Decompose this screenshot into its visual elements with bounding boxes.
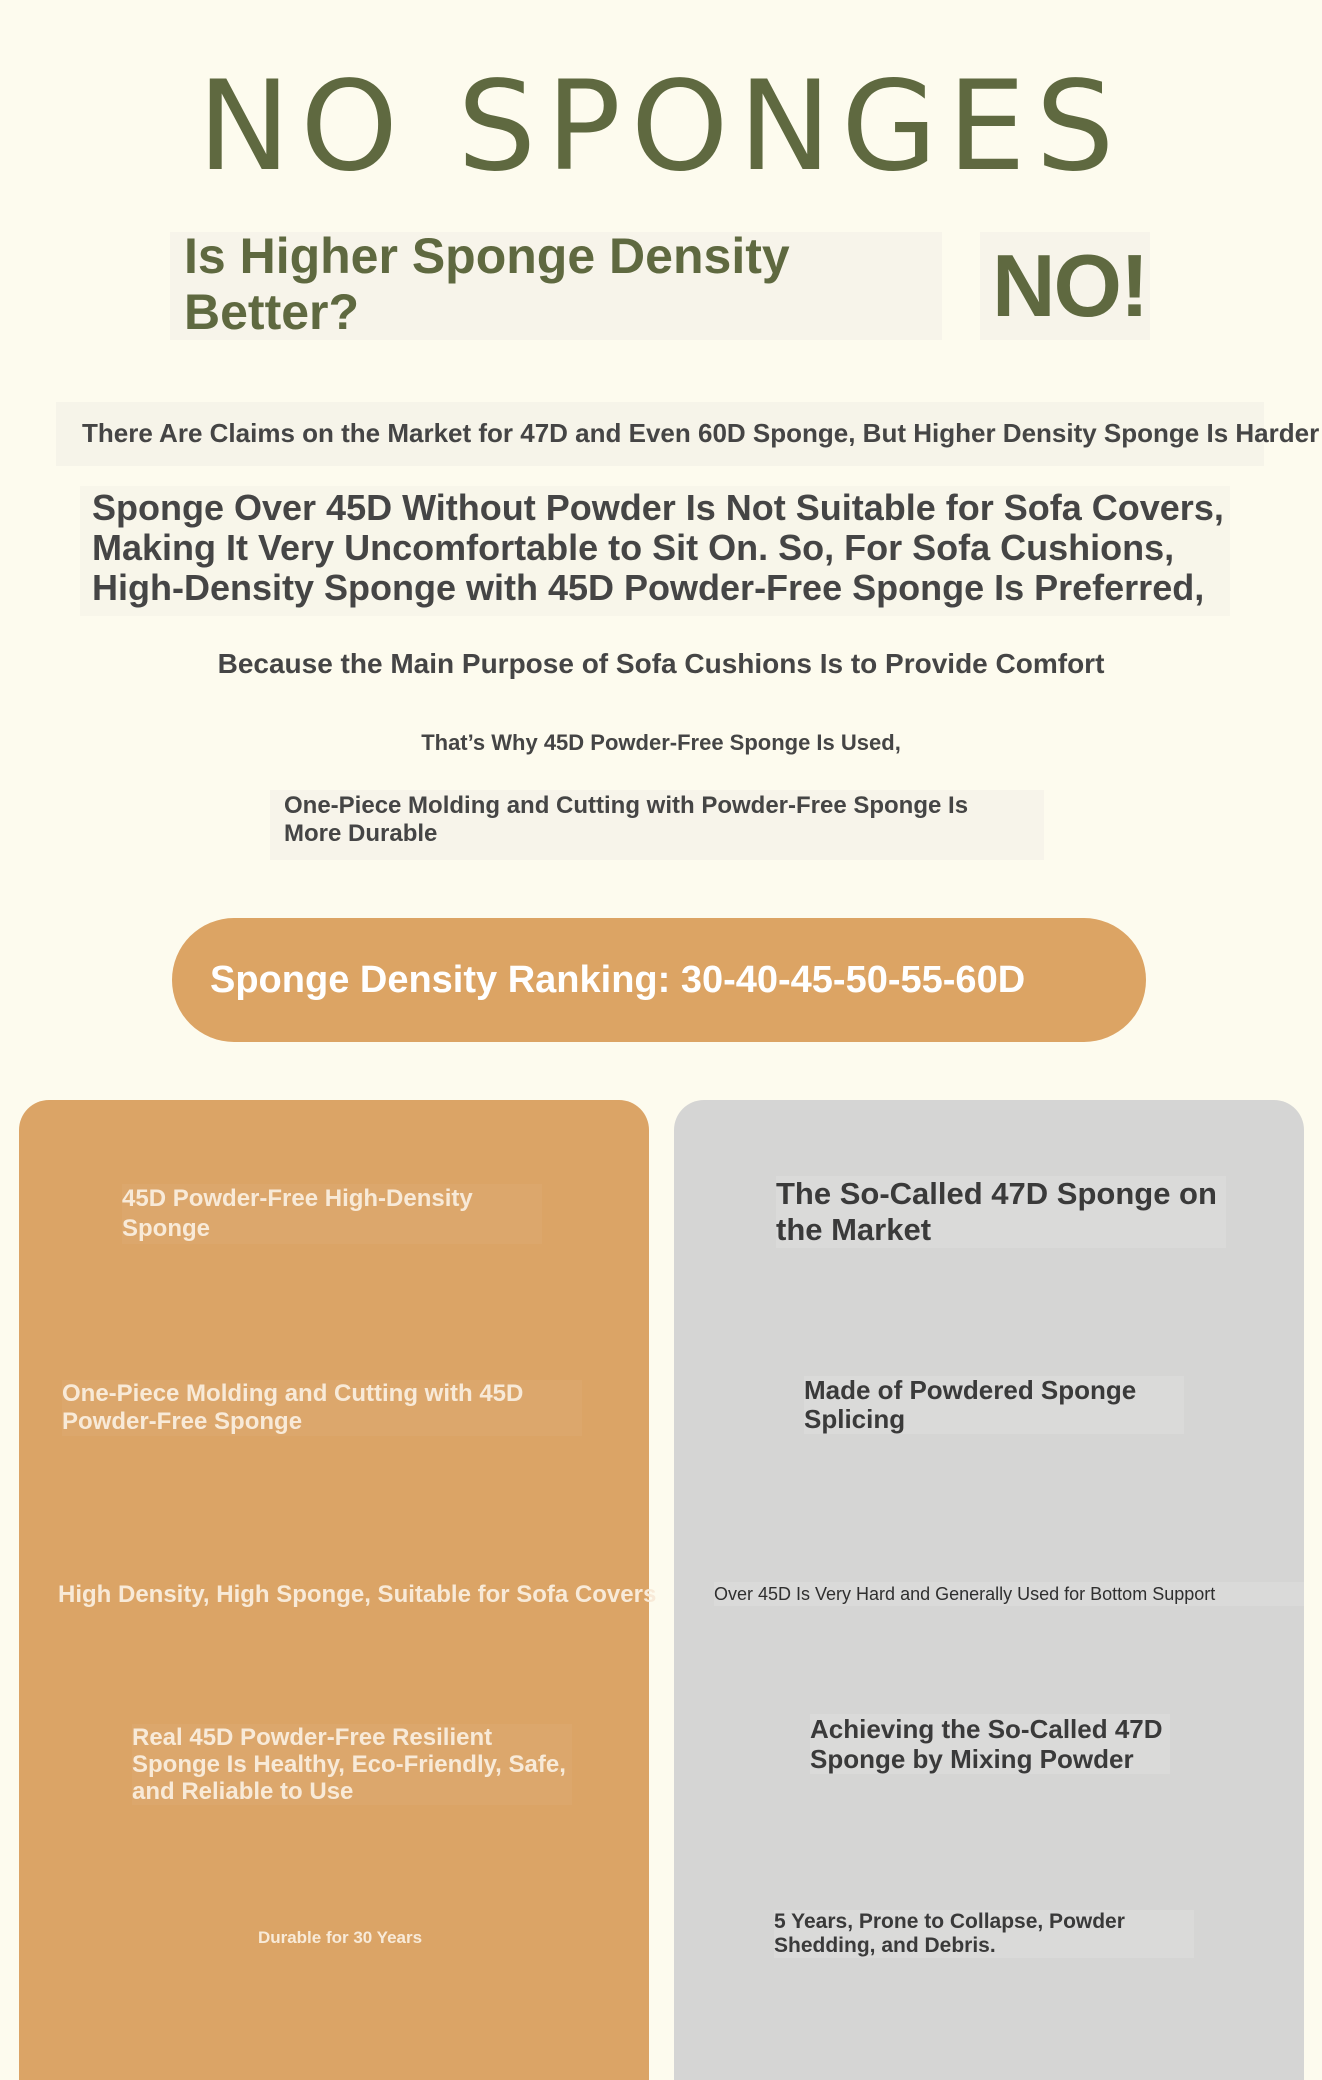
- left-point-durability: Durable for 30 Years: [257, 1928, 423, 1947]
- left-point-healthy: Real 45D Powder-Free Resilient Sponge Is Healthy, Eco-Friendly, Safe, and Reliable to Use: [132, 1724, 572, 1805]
- main-statement: Sponge Over 45D Without Powder Is Not Suitable for Sofa Covers, Making It Very Uncomfortable to Sit On. So, For Sofa Cushions, High-Density Sponge with 45D Powder-Free Sponge Is Preferred,: [92, 487, 1224, 608]
- right-point-lifespan: 5 Years, Prone to Collapse, Powder Shedding, and Debris.: [774, 1910, 1194, 1958]
- density-ranking-label: Sponge Density Ranking: 30-40-45-50-55-60D: [210, 959, 1026, 1001]
- left-panel-title: 45D Powder-Free High-Density Sponge: [122, 1184, 542, 1244]
- page-title: NO SPONGES: [197, 55, 1125, 199]
- left-point-molding: One-Piece Molding and Cutting with 45D Powder-Free Sponge: [62, 1380, 582, 1436]
- right-panel-title: The So-Called 47D Sponge on the Market: [776, 1176, 1226, 1248]
- answer-text: NO!: [992, 236, 1148, 335]
- thats-why-text: That’s Why 45D Powder-Free Sponge Is Used,: [421, 730, 901, 755]
- right-point-mixing: Achieving the So-Called 47D Sponge by Mixing Powder: [810, 1714, 1170, 1774]
- right-point-hardness: Over 45D Is Very Hard and Generally Used for Bottom Support: [714, 1582, 1304, 1606]
- market-claim-text: There Are Claims on the Market for 47D and Even 60D Sponge, But Higher Density Sponge Is Harder: [82, 418, 1320, 448]
- density-question: Is Higher Sponge Density Better?: [184, 228, 790, 340]
- comfort-reason: Because the Main Purpose of Sofa Cushions Is to Provide Comfort: [217, 648, 1105, 679]
- left-point-high-density: High Density, High Sponge, Suitable for Sofa Covers: [58, 1581, 657, 1608]
- right-point-splicing: Made of Powdered Sponge Splicing: [804, 1376, 1184, 1434]
- one-piece-text: One-Piece Molding and Cutting with Powder-Free Sponge Is More Durable: [284, 792, 969, 847]
